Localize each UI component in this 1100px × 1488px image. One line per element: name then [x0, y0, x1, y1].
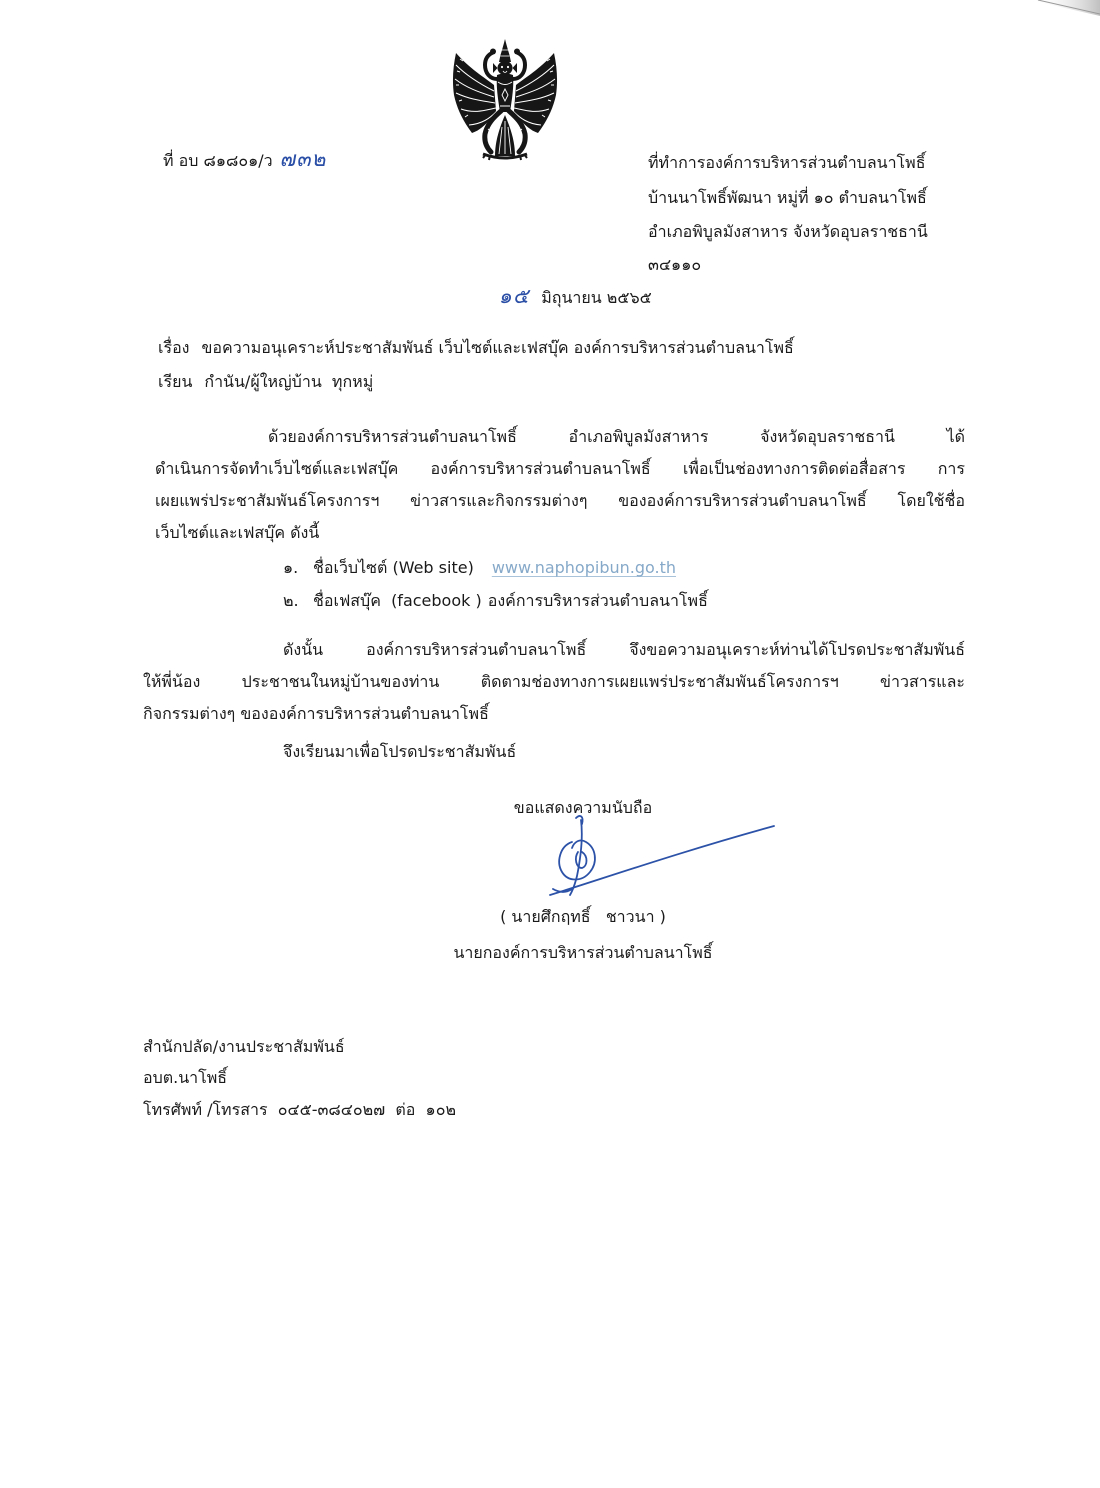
paragraph-1-line: ด้วยองค์การบริหารส่วนตำบลนาโพธิ์ อำเภอพิบูลมังสาหาร จังหวัดอุบลราชธานี ได้ — [268, 427, 965, 446]
paragraph-1-line: เผยแพร่ประชาสัมพันธ์โครงการฯ ข่าวสารและกิจกรรมต่างๆ ขององค์การบริหารส่วนตำบลนาโพธิ์ โดยใช้ชื่อ — [155, 491, 965, 510]
list-item-facebook — [283, 589, 708, 613]
sender-address-line: อำเภอพิบูลมังสาหาร จังหวัดอุบลราชธานี — [648, 222, 928, 241]
scan-edge-shadow — [1030, 0, 1100, 18]
letter-date — [497, 284, 652, 308]
signatory-name: ( นายศึกฤทธิ์ ชาวนา ) — [500, 907, 666, 926]
subject-label: เรื่อง — [158, 338, 190, 357]
website-link[interactable]: www.naphopibun.go.th — [491, 558, 677, 577]
closing-salutation: ขอแสดงความนับถือ — [513, 798, 653, 817]
list-label: ชื่อเฟสบุ๊ค (facebook ) — [313, 591, 482, 610]
sender-postcode: ๓๔๑๑๐ — [648, 255, 702, 274]
list-label: ชื่อเว็บไซต์ (Web site) — [313, 558, 474, 577]
signatory-position: นายกองค์การบริหารส่วนตำบลนาโพธิ์ — [453, 943, 713, 962]
garuda-crown — [499, 39, 511, 62]
recipient-text: กำนัน/ผู้ใหญ่บ้าน ทุกหมู่ — [204, 372, 374, 391]
recipient-line — [158, 370, 373, 394]
facebook-page-name: องค์การบริหารส่วนตำบลนาโพธิ์ — [487, 591, 708, 610]
date-month-year: มิถุนายน ๒๕๖๕ — [541, 288, 652, 307]
reference-number-handwritten: ๗๓๒ — [278, 147, 330, 171]
paragraph-1-line: เว็บไซต์และเฟสบุ๊ค ดังนี้ — [155, 523, 320, 542]
reference-label: ที่ อบ ๘๑๘๐๑/ว — [163, 151, 273, 170]
footer-department: สำนักปลัด/งานประชาสัมพันธ์ — [143, 1037, 345, 1056]
handwritten-signature — [536, 812, 780, 904]
list-number: ๑. — [283, 558, 299, 577]
list-number: ๒. — [283, 591, 299, 610]
subject-line — [158, 336, 794, 360]
closing-request: จึงเรียนมาเพื่อโปรดประชาสัมพันธ์ — [283, 742, 517, 761]
garuda-head — [493, 61, 517, 75]
date-day-handwritten: ๑๕ — [497, 284, 534, 308]
list-item-website — [283, 556, 676, 580]
paragraph-1-line: ดำเนินการจัดทำเว็บไซต์และเฟสบุ๊ค องค์การบริหารส่วนตำบลนาโพธิ์ เพื่อเป็นช่องทางการติดต่อสื่อสาร การ — [155, 459, 965, 478]
recipient-label: เรียน — [158, 372, 193, 391]
garuda-torso — [497, 74, 514, 113]
paragraph-2-line: ดังนั้น องค์การบริหารส่วนตำบลนาโพธิ์ จึงขอความอนุเคราะห์ท่านได้โปรดประชาสัมพันธ์ — [283, 640, 965, 659]
paragraph-2-line: กิจกรรมต่างๆ ขององค์การบริหารส่วนตำบลนาโพธิ์ — [143, 704, 489, 723]
subject-text: ขอความอนุเคราะห์ประชาสัมพันธ์ เว็บไซต์และเฟสบุ๊ค องค์การบริหารส่วนตำบลนาโพธิ์ — [201, 338, 794, 357]
garuda-emblem-icon — [450, 37, 560, 162]
sender-address-line: ที่ทำการองค์การบริหารส่วนตำบลนาโพธิ์ — [648, 153, 926, 172]
footer-phone: โทรศัพท์ /โทรสาร ๐๔๕-๓๘๔๐๒๗ ต่อ ๑๐๒ — [143, 1100, 457, 1119]
paragraph-2-line: ให้พี่น้อง ประชาชนในหมู่บ้านของท่าน ติดตามช่องทางการเผยแพร่ประชาสัมพันธ์โครงการฯ ข่าวสารและ — [143, 672, 965, 691]
reference-line — [163, 147, 328, 171]
garuda-tail — [495, 115, 515, 156]
sender-address-line: บ้านนาโพธิ์พัฒนา หมู่ที่ ๑๐ ตำบลนาโพธิ์ — [648, 188, 927, 207]
footer-office: อบต.นาโพธิ์ — [143, 1068, 228, 1087]
